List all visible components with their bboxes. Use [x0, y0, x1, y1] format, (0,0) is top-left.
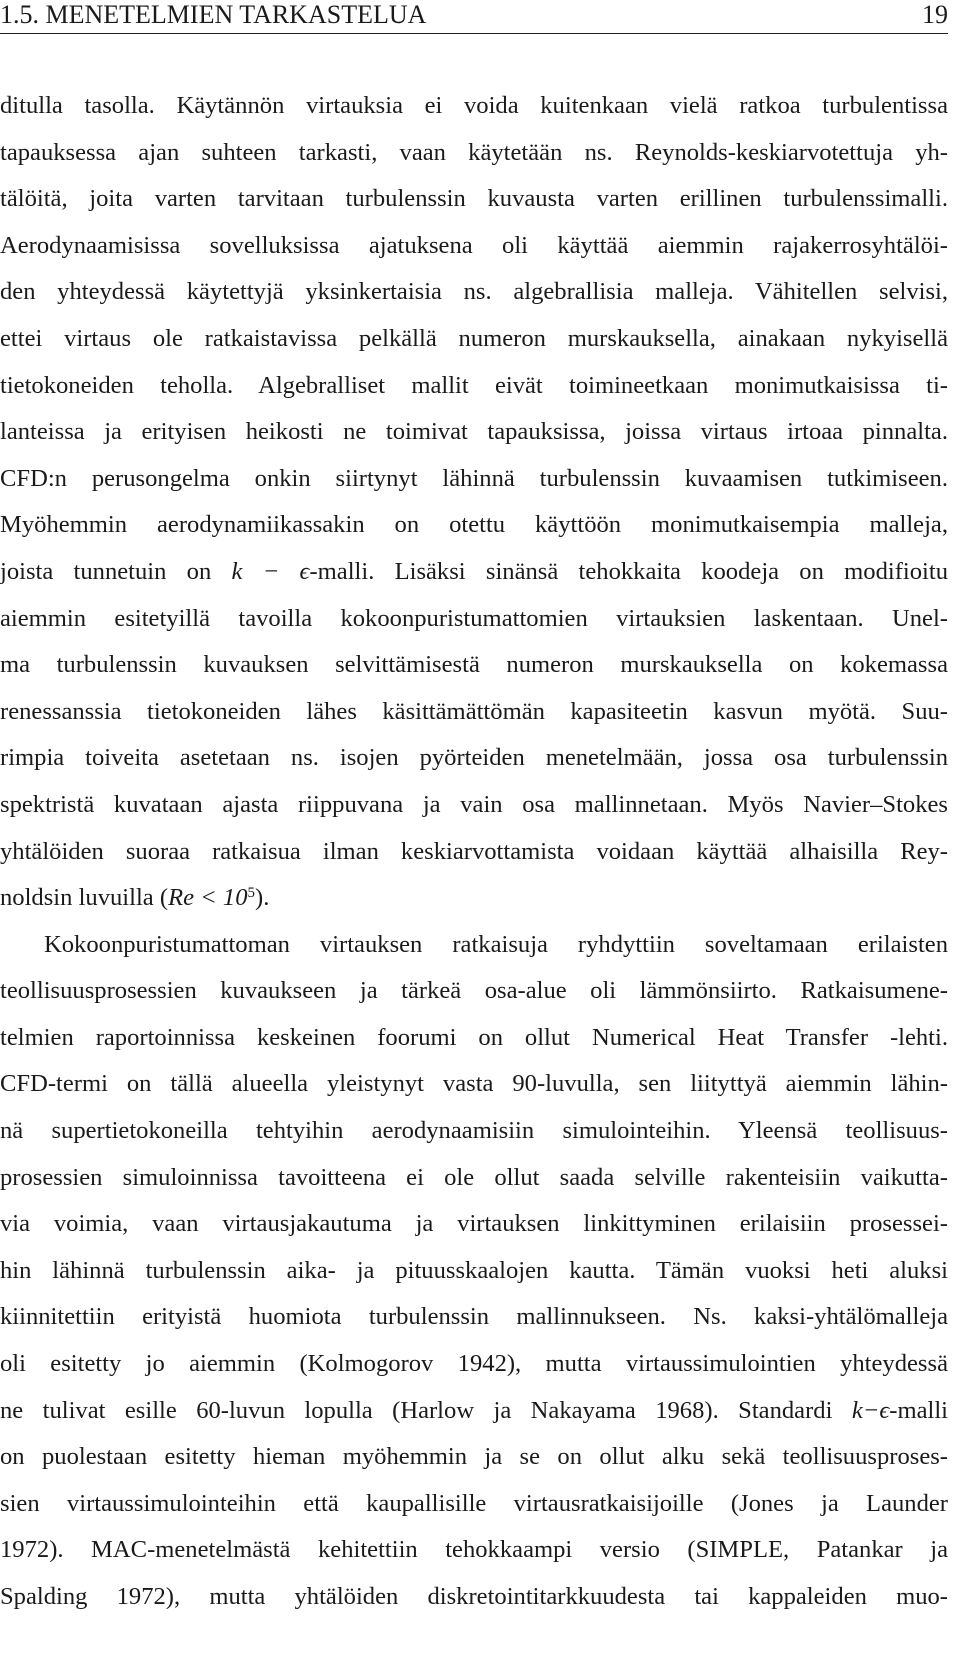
text-line: teollisuusprosessien kuvaukseen ja tärkeä osa-alue oli lämmönsiirto. Ratkaisumene-: [0, 977, 948, 1005]
text-line: Kokoonpuristumattoman virtauksen ratkaisuja ryhdyttiin soveltamaan erilaisten: [44, 930, 948, 958]
text-line: yhtälöiden suoraa ratkaisua ilman keskiarvottamista voidaan käyttää alhaisilla Rey-: [0, 837, 948, 865]
text-line: ditulla tasolla. Käytännön virtauksia ei voida kuitenkaan vielä ratkoa turbulentissa: [0, 92, 948, 119]
text-line: sien virtaussimulointeihin että kaupallisille virtausratkaisijoille (Jones ja Launder: [0, 1489, 948, 1517]
text-line: hin lähinnä turbulenssin aika- ja pituusskaalojen kautta. Tämän vuoksi heti aluksi: [0, 1256, 948, 1284]
text-line: [0, 549, 948, 596]
text-line: ma turbulenssin kuvauksen selvittämisestä numeron murskauksella on kokemassa: [0, 651, 948, 679]
text-line: oli esitetty jo aiemmin (Kolmogorov 1942), mutta virtaussimulointien yhteydessä: [0, 1350, 948, 1378]
text-line: aiemmin esitetyillä tavoilla kokoonpuristumattomien virtauksien laskentaan. Unel-: [0, 604, 948, 632]
text-fragment: ).: [255, 884, 270, 912]
paragraph-2: [0, 922, 948, 1621]
text-line: tietokoneiden teholla. Algebralliset mallit eivät toimineetkaan monimutkaisissa ti-: [0, 371, 948, 399]
text-fragment: -malli. Lisäksi sinänsä tehokkaita koodeja on modifioitu: [309, 557, 948, 585]
text-line: on puolestaan esitetty hieman myöhemmin ja se on ollut alku sekä teollisuusproses-: [0, 1443, 948, 1471]
math-k-epsilon: k−ϵ: [851, 1396, 890, 1424]
text-line: CFD:n perusongelma onkin siirtynyt lähinnä turbulenssin kuvaamisen tutkimiseen.: [0, 464, 948, 492]
page-number: 19: [922, 0, 948, 29]
text-line: [0, 875, 948, 922]
text-line: tälöitä, joita varten tarvitaan turbulenssin kuvausta varten erillinen turbulenssimalli.: [0, 185, 948, 213]
text-line: [0, 1388, 948, 1435]
text-line: via voimia, vaan virtausjakautuma ja virtauksen linkittyminen erilaisiin prosessei-: [0, 1210, 948, 1238]
text-line: kiinnitettiin erityistä huomiota turbulenssin mallinnukseen. Ns. kaksi-yhtälömalleja: [0, 1303, 948, 1331]
math-k-epsilon: k − ϵ: [231, 557, 310, 585]
text-line: CFD-termi on tällä alueella yleistynyt vasta 90-luvulla, sen liityttyä aiemmin lähin-: [0, 1070, 948, 1098]
text-line: 1972). MAC-menetelmästä kehitettiin tehokkaampi versio (SIMPLE, Patankar ja: [0, 1536, 948, 1564]
text-line: renessanssia tietokoneiden lähes käsittämättömän kapasiteetin kasvun myötä. Suu-: [0, 697, 948, 725]
text-line: Myöhemmin aerodynamiikassakin on otettu käyttöön monimutkaisempia malleja,: [0, 511, 948, 539]
text-line: tapauksessa ajan suhteen tarkasti, vaan käytetään ns. Reynolds-keskiarvotettuja yh-: [0, 138, 948, 166]
text-line: prosessien simuloinnissa tavoitteena ei ole ollut saada selville rakenteisiin vaikutta-: [0, 1163, 948, 1191]
text-fragment: -malli: [889, 1396, 948, 1424]
paragraph-1: [0, 83, 948, 922]
text-fragment: joista tunnetuin on: [0, 557, 232, 585]
text-line: Spalding 1972), mutta yhtälöiden diskretointitarkkuudesta tai kappaleiden muo-: [0, 1583, 948, 1610]
section-title: 1.5. MENETELMIEN TARKASTELUA: [0, 0, 427, 29]
body-text: [0, 83, 948, 1621]
text-line: ettei virtaus ole ratkaistavissa pelkällä numeron murskauksella, ainakaan nykyisellä: [0, 324, 948, 352]
text-line: rimpia toiveita asetetaan ns. isojen pyörteiden menetelmään, jossa osa turbulenssin: [0, 744, 948, 772]
text-line: nä supertietokoneilla tehtyihin aerodynaamisiin simulointeihin. Yleensä teollisuus-: [0, 1117, 948, 1145]
text-line: Aerodynaamisissa sovelluksissa ajatuksena oli käyttää aiemmin rajakerrosyhtälöi-: [0, 231, 948, 259]
math-reynolds: Re < 10: [168, 884, 248, 912]
math-exponent: 5: [247, 884, 255, 901]
running-header: [0, 0, 948, 34]
text-line: telmien raportoinnissa keskeinen foorumi on ollut Numerical Heat Transfer -lehti.: [0, 1023, 948, 1051]
text-fragment: noldsin luvuilla (: [0, 884, 169, 912]
text-line: den yhteydessä käytettyjä yksinkertaisia ns. algebrallisia malleja. Vähitellen selvisi,: [0, 278, 948, 306]
text-line: lanteissa ja erityisen heikosti ne toimivat tapauksissa, joissa virtaus irtoaa pinnalta.: [0, 418, 948, 446]
text-line: spektristä kuvataan ajasta riippuvana ja vain osa mallinnetaan. Myös Navier–Stokes: [0, 790, 948, 818]
text-fragment: ne tulivat esille 60-luvun lopulla (Harlow ja Nakayama 1968). Standardi: [0, 1396, 852, 1424]
